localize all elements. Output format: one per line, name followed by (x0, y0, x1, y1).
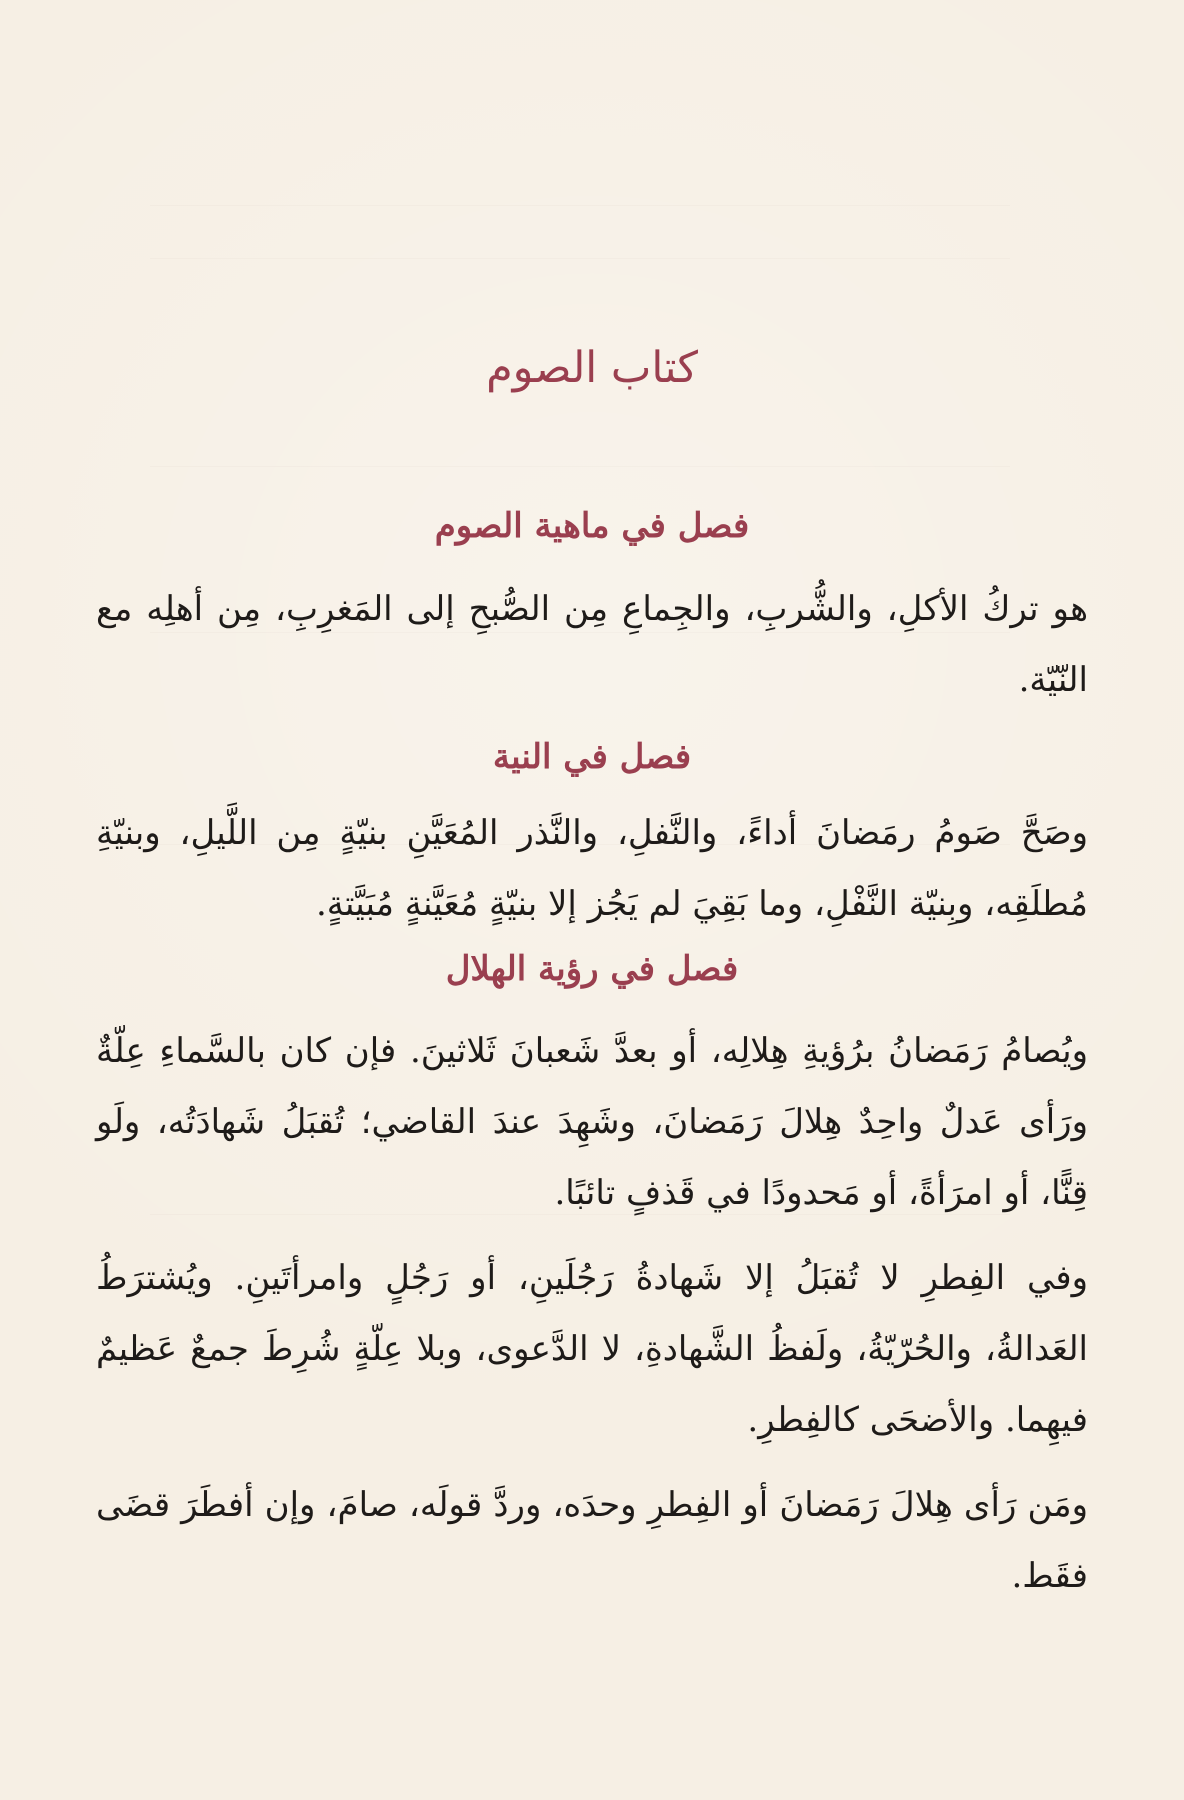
section-moon-sighting (96, 946, 1088, 1612)
paragraph: هو تركُ الأكلِ، والشُّربِ، والجِماعِ مِن الصُّبحِ إلى المَغرِبِ، مِن أهلِه مع النّيّة. (96, 589, 1088, 700)
paragraph: وصَحَّ صَومُ رمَضانَ أداءً، والنَّفلِ، والنَّذر المُعَيَّنِ بنيّةٍ مِن اللَّيلِ، وبنيّةِ مُطلَقِه، وبِنيّة النَّفْلِ، وما بَقِيَ لم يَجُز إلا بنيّةٍ مُعَيَّنةٍ مُبَيَّتةٍ. (96, 813, 1088, 924)
paragraph: وفي الفِطرِ لا تُقبَلُ إلا شَهادةُ رَجُلَينِ، أو رَجُلٍ وامرأتَينِ. ويُشترَطُ العَدالةُ، والحُرّيّةُ، ولَفظُ الشَّهادةِ، لا الدَّعوى، وبلا عِلّةٍ شُرِطَ جمعٌ عَظيمٌ فيهِما. والأضحَى كالفِطرِ. (96, 1258, 1088, 1440)
paragraph: ومَن رَأى هِلالَ رَمَضانَ أو الفِطرِ وحدَه، وردَّ قولَه، صامَ، وإن أفطَرَ قضَى فقَط. (96, 1485, 1088, 1596)
section-heading: فصل في ماهية الصوم (434, 506, 750, 546)
section-heading: فصل في النية (492, 737, 692, 777)
faint-show-through-line (150, 205, 1010, 206)
book-title: كتاب الصوم (486, 343, 698, 393)
faint-show-through-line (150, 258, 1010, 259)
section-essence-of-fasting (96, 503, 1088, 716)
paragraph: ويُصامُ رَمَضانُ برُؤيةِ هِلالِه، أو بعدَّ شَعبانَ ثَلاثينَ. فإن كان بالسَّماءِ عِلّةٌ ورَأى عَدلٌ واحِدٌ هِلالَ رَمَضانَ، وشَهِدَ عندَ القاضي؛ تُقبَلُ شَهادَتُه، ولَو قِنًّا، أو امرَأةً، أو مَحدودًا في قَذفٍ تائبًا. (96, 1031, 1088, 1213)
section-heading: فصل في رؤية الهلال (445, 949, 739, 989)
section-intention (96, 734, 1088, 940)
page-content (96, 338, 1088, 1612)
